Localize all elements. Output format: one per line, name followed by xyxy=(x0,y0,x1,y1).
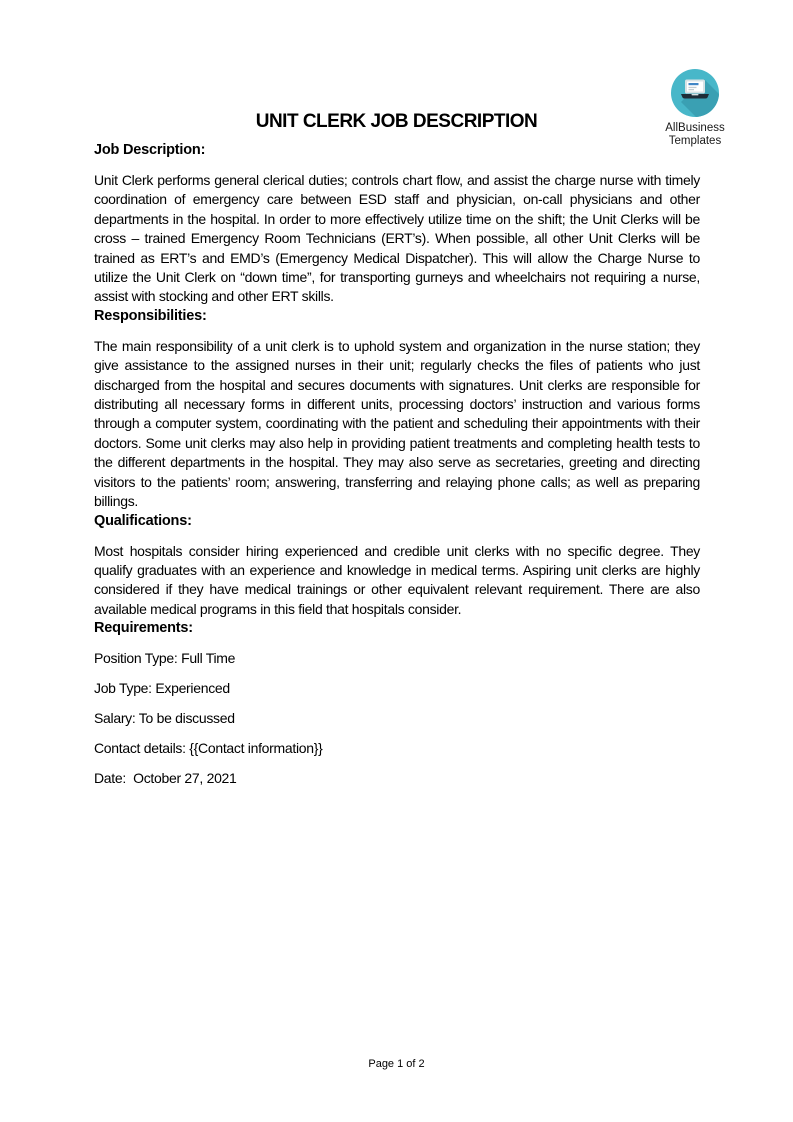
logo-text-line2: Templates xyxy=(668,135,722,147)
requirement-salary: Salary: To be discussed xyxy=(94,710,235,727)
requirement-position-type: Position Type: Full Time xyxy=(94,650,236,667)
requirement-date: Date: October 27, 2021 xyxy=(94,770,237,787)
allbusiness-logo xyxy=(652,68,738,148)
section-heading-requirements: Requirements: xyxy=(94,620,193,637)
requirement-job-type: Job Type: Experienced xyxy=(94,680,230,697)
document-body xyxy=(94,141,700,787)
responsibilities-paragraph: The main responsibility of a unit clerk is to uphold system and organization in the nurse station; they give assistance to the assigned nurses in their unit; regularly checks the files of patients who just discharged from the hospital and secures documents with signatures. Unit clerks are responsible for distributing all necessary forms in different units, processing doctors’ instruction and various forms through a computer system, coordinating with the patient and scheduling their appointments with their doctors. Some unit clerks may also help in providing patient treatments and completing health tests to the different departments in the hospital. They may also serve as secretaries, greeting and directing visitors to the patients’ room; answering, transferring and relaying phone calls; as well as preparing billings. xyxy=(94,337,700,510)
section-heading-qualifications: Qualifications: xyxy=(94,512,192,529)
job-description-paragraph: Unit Clerk performs general clerical duties; controls chart flow, and assist the charge nurse with timely coordination of emergency care between ESD staff and physician, on-call physicians and other departments in the hospital. In order to more effectively utilize time on the shift; the Unit Clerks will be cross – trained Emergency Room Technicians (ERT’s). When possible, all other Unit Clerks will be trained as ERT’s and EMD’s (Emergency Medical Dispatcher). This will allow the Charge Nurse to utilize the Unit Clerk on “down time”, for transporting gurneys and wheelchairs not requiring a nurse, assist with stocking and other ERT skills. xyxy=(94,172,700,305)
qualifications-paragraph: Most hospitals consider hiring experienced and credible unit clerks with no specific degree. They qualify graduates with an experience and knowledge in medical terms. Aspiring unit clerks are highly considered if they have medical trainings or other equivalent relevant requirement. There are also available medical programs in this field that hospitals consider. xyxy=(94,542,700,617)
requirement-contact-details: Contact details: {{Contact information}} xyxy=(94,740,323,757)
section-heading-job-description: Job Description: xyxy=(94,142,206,158)
logo-text-line1: AllBusiness xyxy=(665,122,725,134)
page-title: UNIT CLERK JOB DESCRIPTION xyxy=(255,111,538,132)
section-heading-responsibilities: Responsibilities: xyxy=(94,307,207,324)
page-number: Page 1 of 2 xyxy=(368,1058,425,1070)
